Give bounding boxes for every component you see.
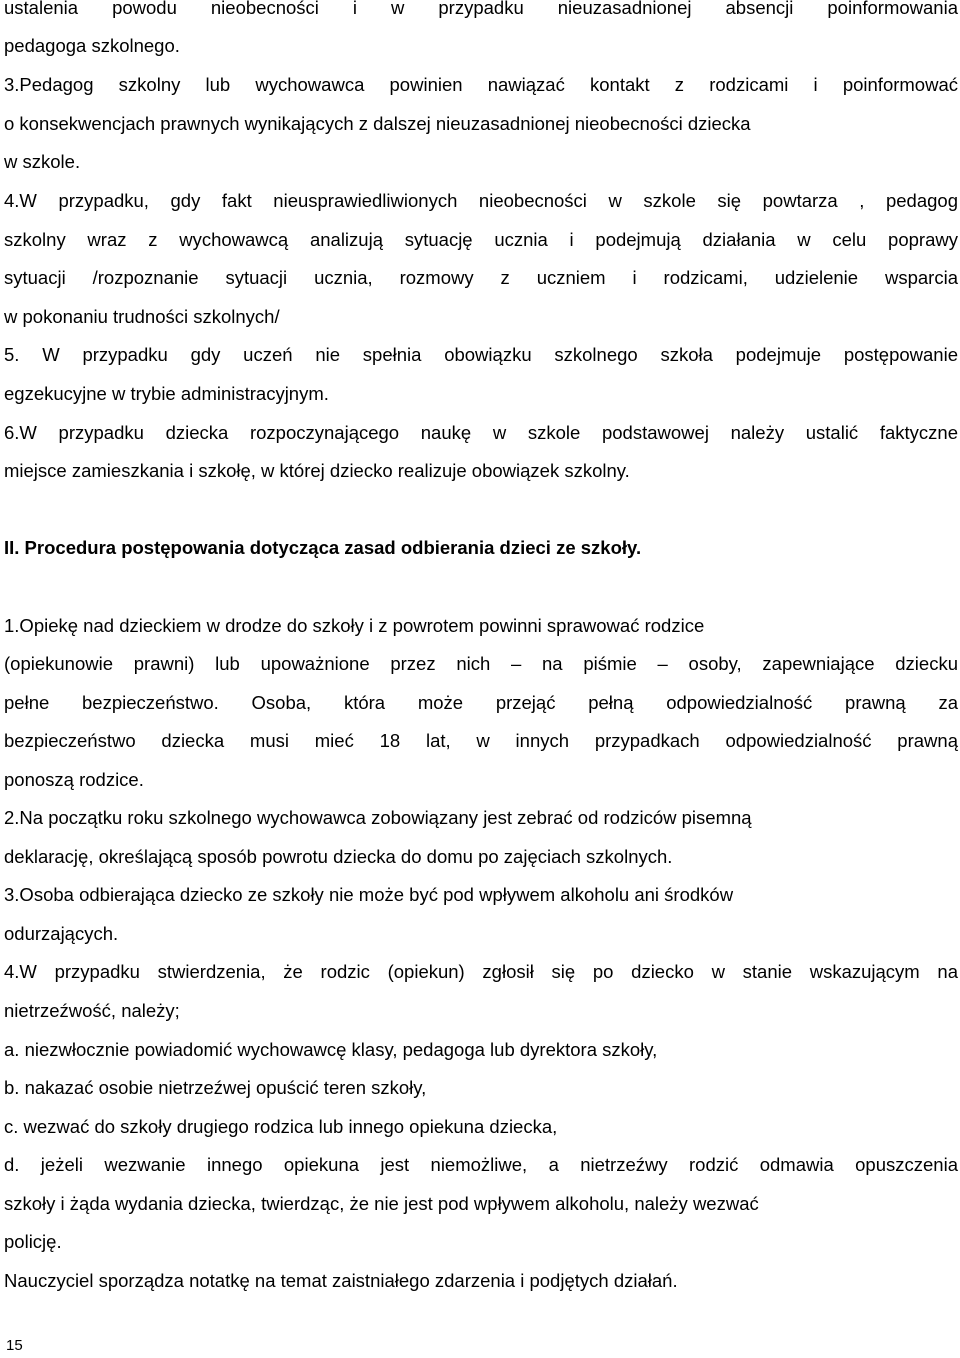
list-item: b. nakazać osobie nietrzeźwej opuścić teren szkoły, xyxy=(4,1077,427,1098)
text-line: ustalenia powodu nieobecności i w przypadku nieuzasadnionej absencji poinformowania xyxy=(4,0,958,18)
list-item: d. jeżeli wezwanie innego opiekuna jest niemożliwe, a nietrzeźwy rodzić odmawia opuszczenia xyxy=(4,1154,958,1175)
text-line: Nauczyciel sporządza notatkę na temat zaistniałego zdarzenia i podjętych działań. xyxy=(4,1270,678,1291)
text-line: policję. xyxy=(4,1231,62,1252)
text-line: szkolny wraz z wychowawcą analizują sytuację ucznia i podejmują działania w celu poprawy xyxy=(4,229,958,250)
list-item: c. wezwać do szkoły drugiego rodzica lub innego opiekuna dziecka, xyxy=(4,1116,558,1137)
text-line: 3.Pedagog szkolny lub wychowawca powinien nawiązać kontakt z rodzicami i poinformować xyxy=(4,74,958,95)
text-line: 4.W przypadku stwierdzenia, że rodzic (opiekun) zgłosił się po dziecko w stanie wskazującym na xyxy=(4,961,958,982)
text-line: sytuacji /rozpoznanie sytuacji ucznia, rozmowy z uczniem i rodzicami, udzielenie wsparcia xyxy=(4,267,958,288)
text-line: miejsce zamieszkania i szkołę, w której dziecko realizuje obowiązek szkolny. xyxy=(4,460,630,481)
text-line: w szkole. xyxy=(4,151,81,172)
text-line: 5. W przypadku gdy uczeń nie spełnia obowiązku szkolnego szkoła podejmuje postępowanie xyxy=(4,344,958,365)
text-line: odurzających. xyxy=(4,923,119,944)
text-line: w pokonaniu trudności szkolnych/ xyxy=(4,306,280,327)
text-line: nietrzeźwość, należy; xyxy=(4,1000,180,1021)
text-line: (opiekunowie prawni) lub upoważnione przez nich – na piśmie – osoby, zapewniające dziecku xyxy=(4,653,958,674)
text-line: 2.Na początku roku szkolnego wychowawca zobowiązany jest zebrać od rodziców pisemną xyxy=(4,807,752,828)
text-line: bezpieczeństwo dziecka musi mieć 18 lat, w innych przypadkach odpowiedzialność prawną xyxy=(4,730,958,751)
text-line: ponoszą rodzice. xyxy=(4,769,144,790)
text-line: szkoły i żąda wydania dziecka, twierdząc, że nie jest pod wpływem alkoholu, należy wezwać xyxy=(4,1193,759,1214)
page-number: 15 xyxy=(6,1337,23,1354)
text-line: 3.Osoba odbierająca dziecko ze szkoły nie może być pod wpływem alkoholu ani środków xyxy=(4,884,734,905)
text-line: pełne bezpieczeństwo. Osoba, która może przejąć pełną odpowiedzialność prawną za xyxy=(4,692,958,713)
section-heading: II. Procedura postępowania dotycząca zasad odbierania dzieci ze szkoły. xyxy=(4,537,642,558)
list-item: a. niezwłocznie powiadomić wychowawcę klasy, pedagoga lub dyrektora szkoły, xyxy=(4,1039,658,1060)
text-line: 4.W przypadku, gdy fakt nieusprawiedliwionych nieobecności w szkole się powtarza , pedagog xyxy=(4,190,958,211)
text-line: deklarację, określającą sposób powrotu dziecka do domu po zajęciach szkolnych. xyxy=(4,846,673,867)
text-line: 1.Opiekę nad dzieckiem w drodze do szkoły i z powrotem powinni sprawować rodzice xyxy=(4,615,705,636)
text-line: 6.W przypadku dziecka rozpoczynającego naukę w szkole podstawowej należy ustalić faktyczne xyxy=(4,422,958,443)
text-line: egzekucyjne w trybie administracyjnym. xyxy=(4,383,329,404)
text-line: o konsekwencjach prawnych wynikających z dalszej nieuzasadnionej nieobecności dziecka xyxy=(4,113,751,134)
text-line: pedagoga szkolnego. xyxy=(4,35,180,56)
